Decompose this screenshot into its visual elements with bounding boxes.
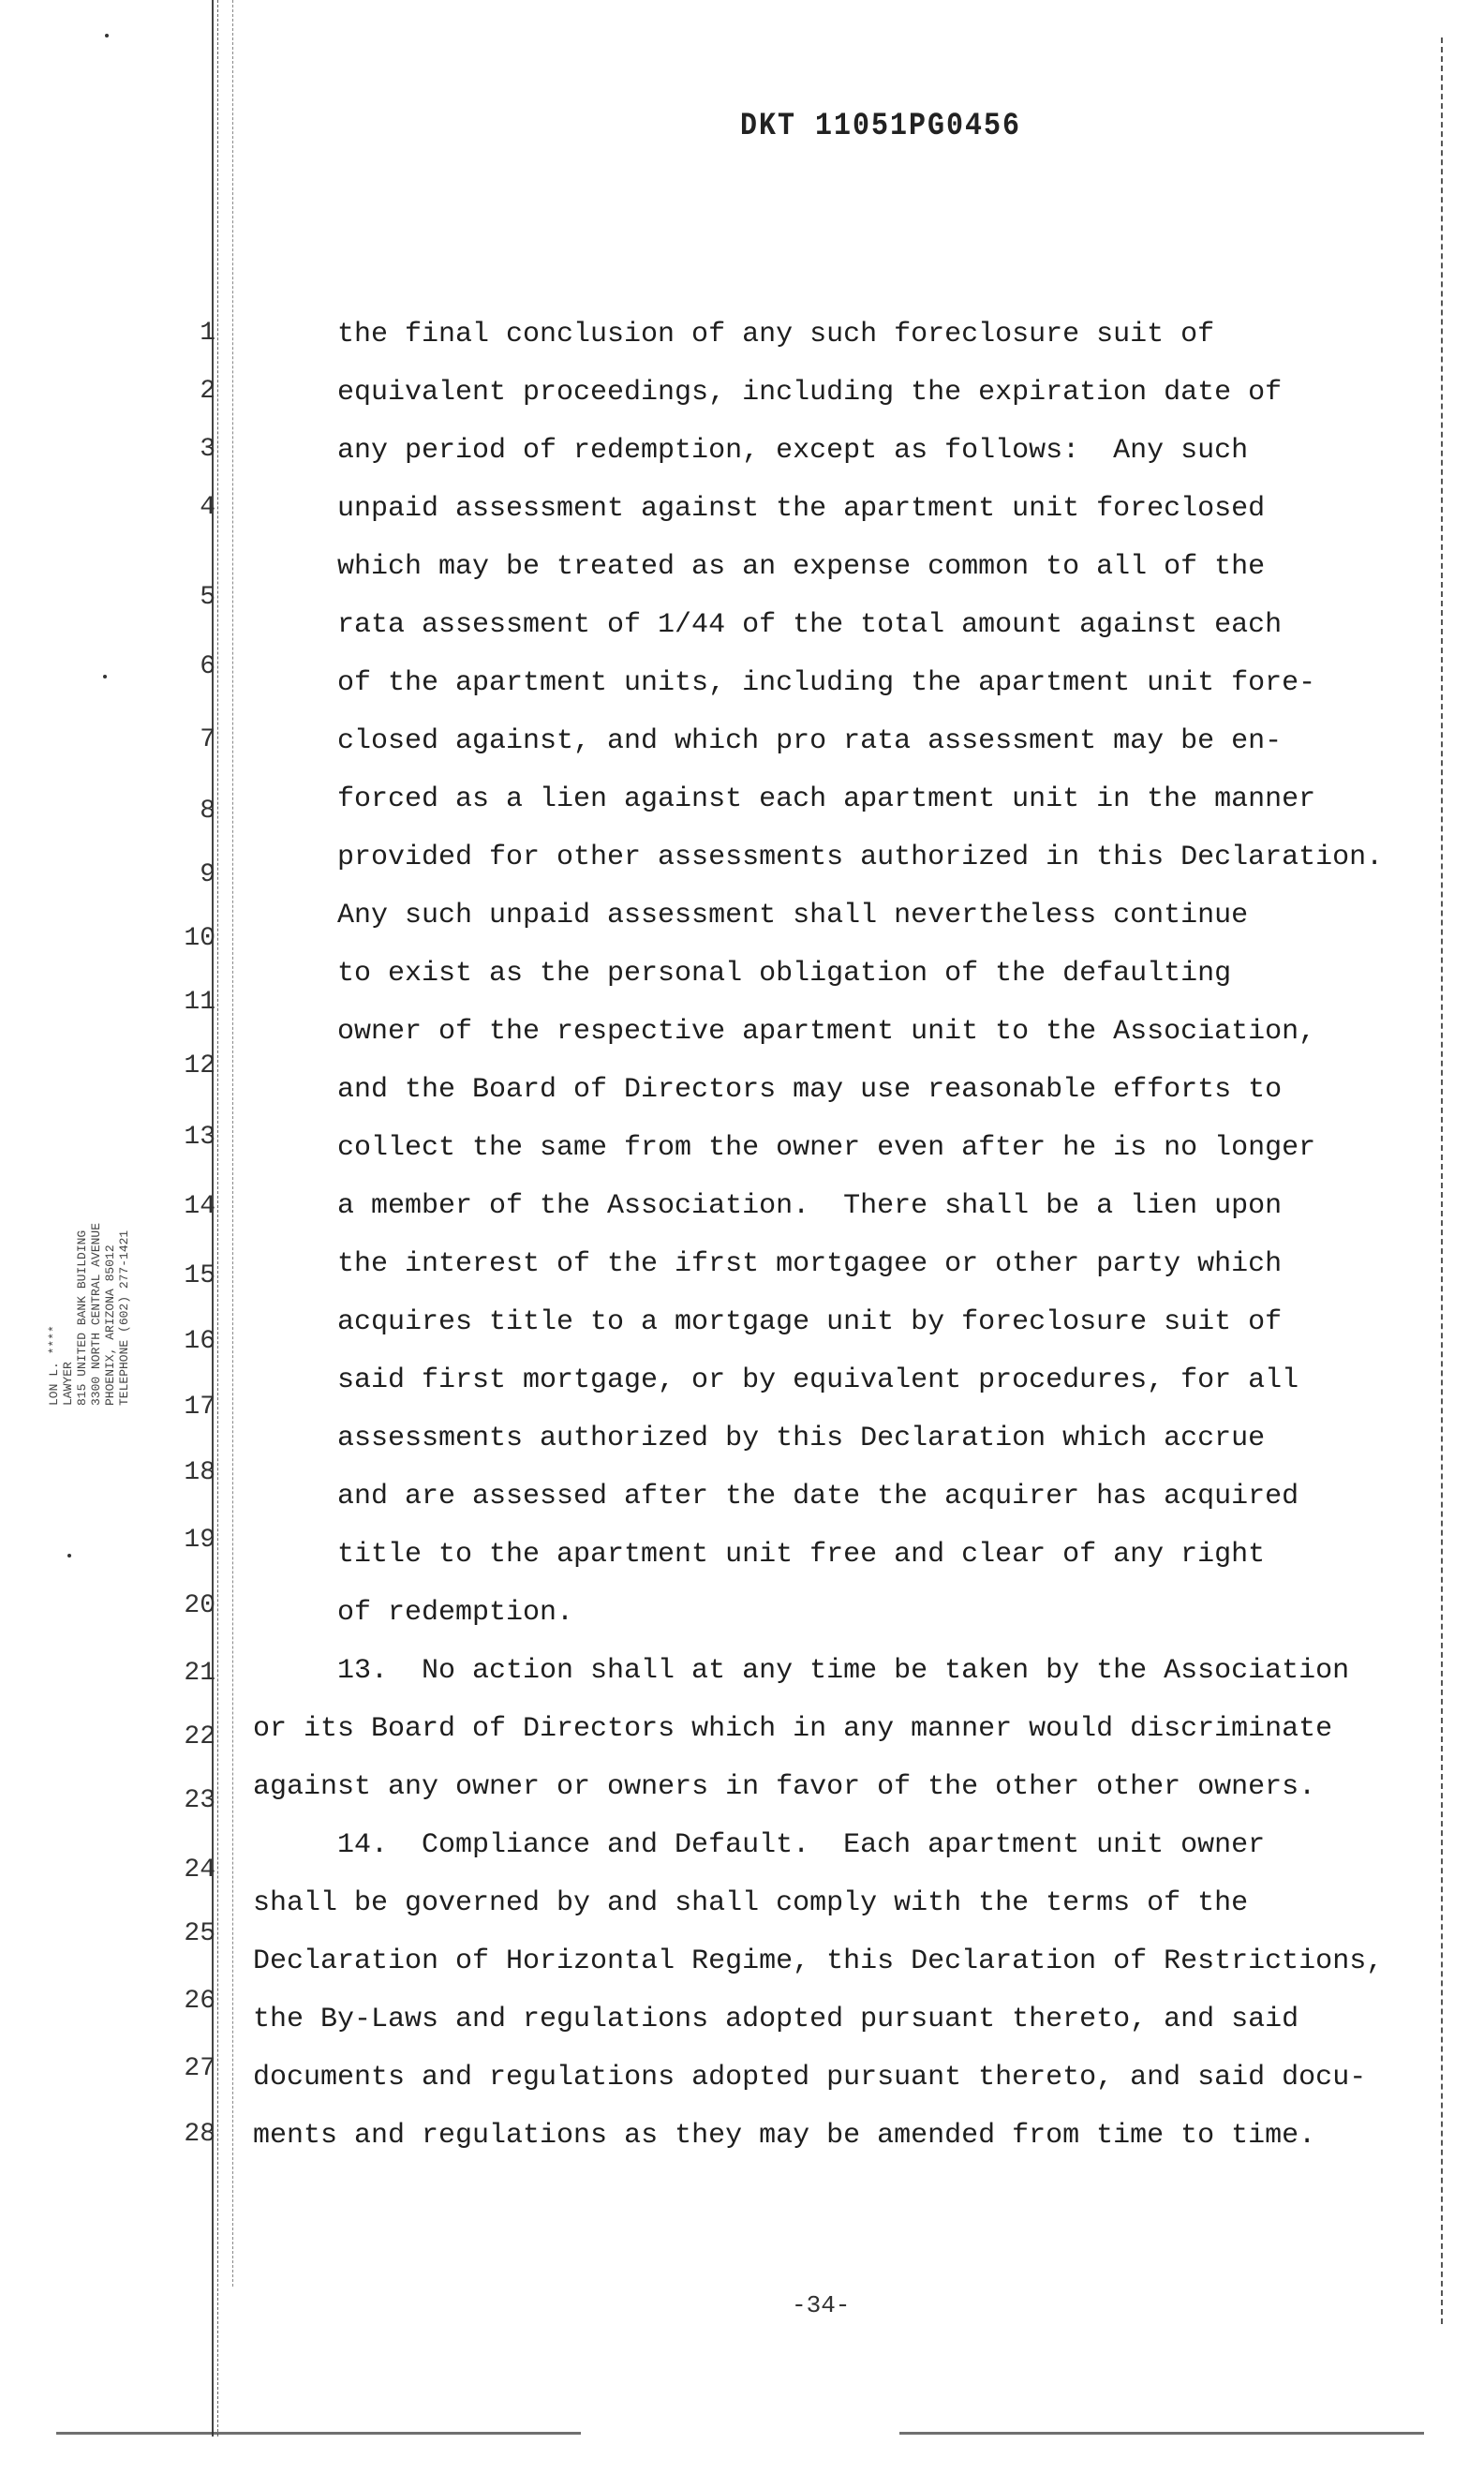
lawyer-name: LON L. **** (47, 1325, 61, 1406)
scan-speck (103, 675, 107, 678)
line-number: 15 (184, 1261, 215, 1290)
margin-rule-dashed (232, 0, 233, 2287)
text-line: shall be governed by and shall comply with the terms of the (253, 1887, 1249, 1919)
text-line: the interest of the ifrst mortgagee or other party which (337, 1248, 1283, 1280)
recording-stamp: DKT 11051PG0456 (740, 108, 1022, 145)
text-line: assessments authorized by this Declaration which accrue (337, 1423, 1266, 1454)
text-line: 13. No action shall at any time be taken by the Association (337, 1655, 1350, 1687)
line-number: 17 (184, 1393, 215, 1422)
line-number: 13 (184, 1123, 215, 1152)
text-line: against any owner or owners in favor of the other other owners. (253, 1771, 1316, 1803)
text-line: collect the same from the owner even after he is no longer (337, 1132, 1316, 1164)
line-number: 6 (200, 652, 215, 681)
line-number: 26 (184, 1987, 215, 2016)
text-line: closed against, and which pro rata assessment may be en- (337, 725, 1283, 757)
page-number: -34- (792, 2291, 851, 2319)
text-line: a member of the Association. There shall be a lien upon (337, 1190, 1283, 1222)
lawyer-city: PHOENIX, ARIZONA 85012 (103, 1244, 117, 1406)
line-number: 7 (200, 725, 215, 754)
scan-artifact-line (899, 2432, 1424, 2435)
text-line: ments and regulations as they may be amended from time to time. (253, 2120, 1316, 2152)
line-number: 11 (184, 988, 215, 1017)
lawyer-title: LAWYER (61, 1362, 75, 1406)
text-line: the By-Laws and regulations adopted pursuant thereto, and said (253, 2004, 1299, 2035)
line-number: 27 (184, 2054, 215, 2083)
line-number: 5 (200, 583, 215, 612)
text-line: any period of redemption, except as follows: Any such (337, 435, 1249, 467)
text-line: forced as a lien against each apartment unit in the manner (337, 783, 1316, 815)
text-line: Any such unpaid assessment shall nevertheless continue (337, 900, 1249, 932)
scan-speck (67, 1554, 71, 1557)
line-number: 28 (184, 2120, 215, 2149)
text-line: the final conclusion of any such foreclosure suit of (337, 319, 1215, 350)
line-number: 19 (184, 1526, 215, 1555)
text-line: provided for other assessments authorized in this Declaration. (337, 842, 1384, 873)
text-line: 14. Compliance and Default. Each apartment unit owner (337, 1829, 1266, 1861)
line-number: 4 (200, 493, 215, 522)
line-number: 16 (184, 1327, 215, 1356)
text-line: and the Board of Directors may use reasonable efforts to (337, 1074, 1283, 1106)
margin-rule-inner (217, 0, 218, 2437)
line-number: 24 (184, 1856, 215, 1885)
line-number: 25 (184, 1919, 215, 1948)
line-number: 1 (200, 319, 215, 348)
line-number: 21 (184, 1659, 215, 1688)
line-number: 3 (200, 435, 215, 464)
text-line: rata assessment of 1/44 of the total amount against each (337, 609, 1283, 641)
line-number: 20 (184, 1591, 215, 1620)
scan-artifact-line (56, 2432, 581, 2435)
text-line: which may be treated as an expense common to all of the (337, 551, 1266, 583)
lawyer-phone: TELEPHONE (602) 277-1421 (117, 1230, 131, 1406)
line-number: 23 (184, 1786, 215, 1815)
text-line: documents and regulations adopted pursuant thereto, and said docu- (253, 2062, 1367, 2094)
lawyer-letterhead (47, 1223, 131, 1406)
text-line: owner of the respective apartment unit to the Association, (337, 1016, 1316, 1048)
text-line: equivalent proceedings, including the expiration date of (337, 377, 1283, 409)
line-number: 9 (200, 860, 215, 889)
text-line: or its Board of Directors which in any manner would discriminate (253, 1713, 1333, 1745)
text-line: to exist as the personal obligation of the defaulting (337, 958, 1232, 990)
text-line: of redemption. (337, 1597, 574, 1629)
lawyer-building: 815 UNITED BANK BUILDING (75, 1230, 89, 1406)
line-number: 14 (184, 1192, 215, 1221)
text-line: title to the apartment unit free and clear of any right (337, 1539, 1266, 1571)
line-number: 10 (184, 924, 215, 953)
line-number: 12 (184, 1051, 215, 1081)
text-line: said first mortgage, or by equivalent procedures, for all (337, 1364, 1299, 1396)
line-number: 22 (184, 1722, 215, 1751)
right-margin-rule (1441, 37, 1443, 2324)
lawyer-street: 3300 NORTH CENTRAL AVENUE (89, 1222, 103, 1406)
text-line: of the apartment units, including the apartment unit fore- (337, 667, 1316, 699)
line-number: 8 (200, 797, 215, 826)
line-number: 18 (184, 1458, 215, 1487)
text-line: Declaration of Horizontal Regime, this Declaration of Restrictions, (253, 1945, 1384, 1977)
text-line: unpaid assessment against the apartment unit foreclosed (337, 493, 1266, 525)
text-line: acquires title to a mortgage unit by foreclosure suit of (337, 1306, 1283, 1338)
line-number: 2 (200, 377, 215, 406)
text-line: and are assessed after the date the acquirer has acquired (337, 1481, 1299, 1513)
scan-speck (105, 34, 109, 37)
